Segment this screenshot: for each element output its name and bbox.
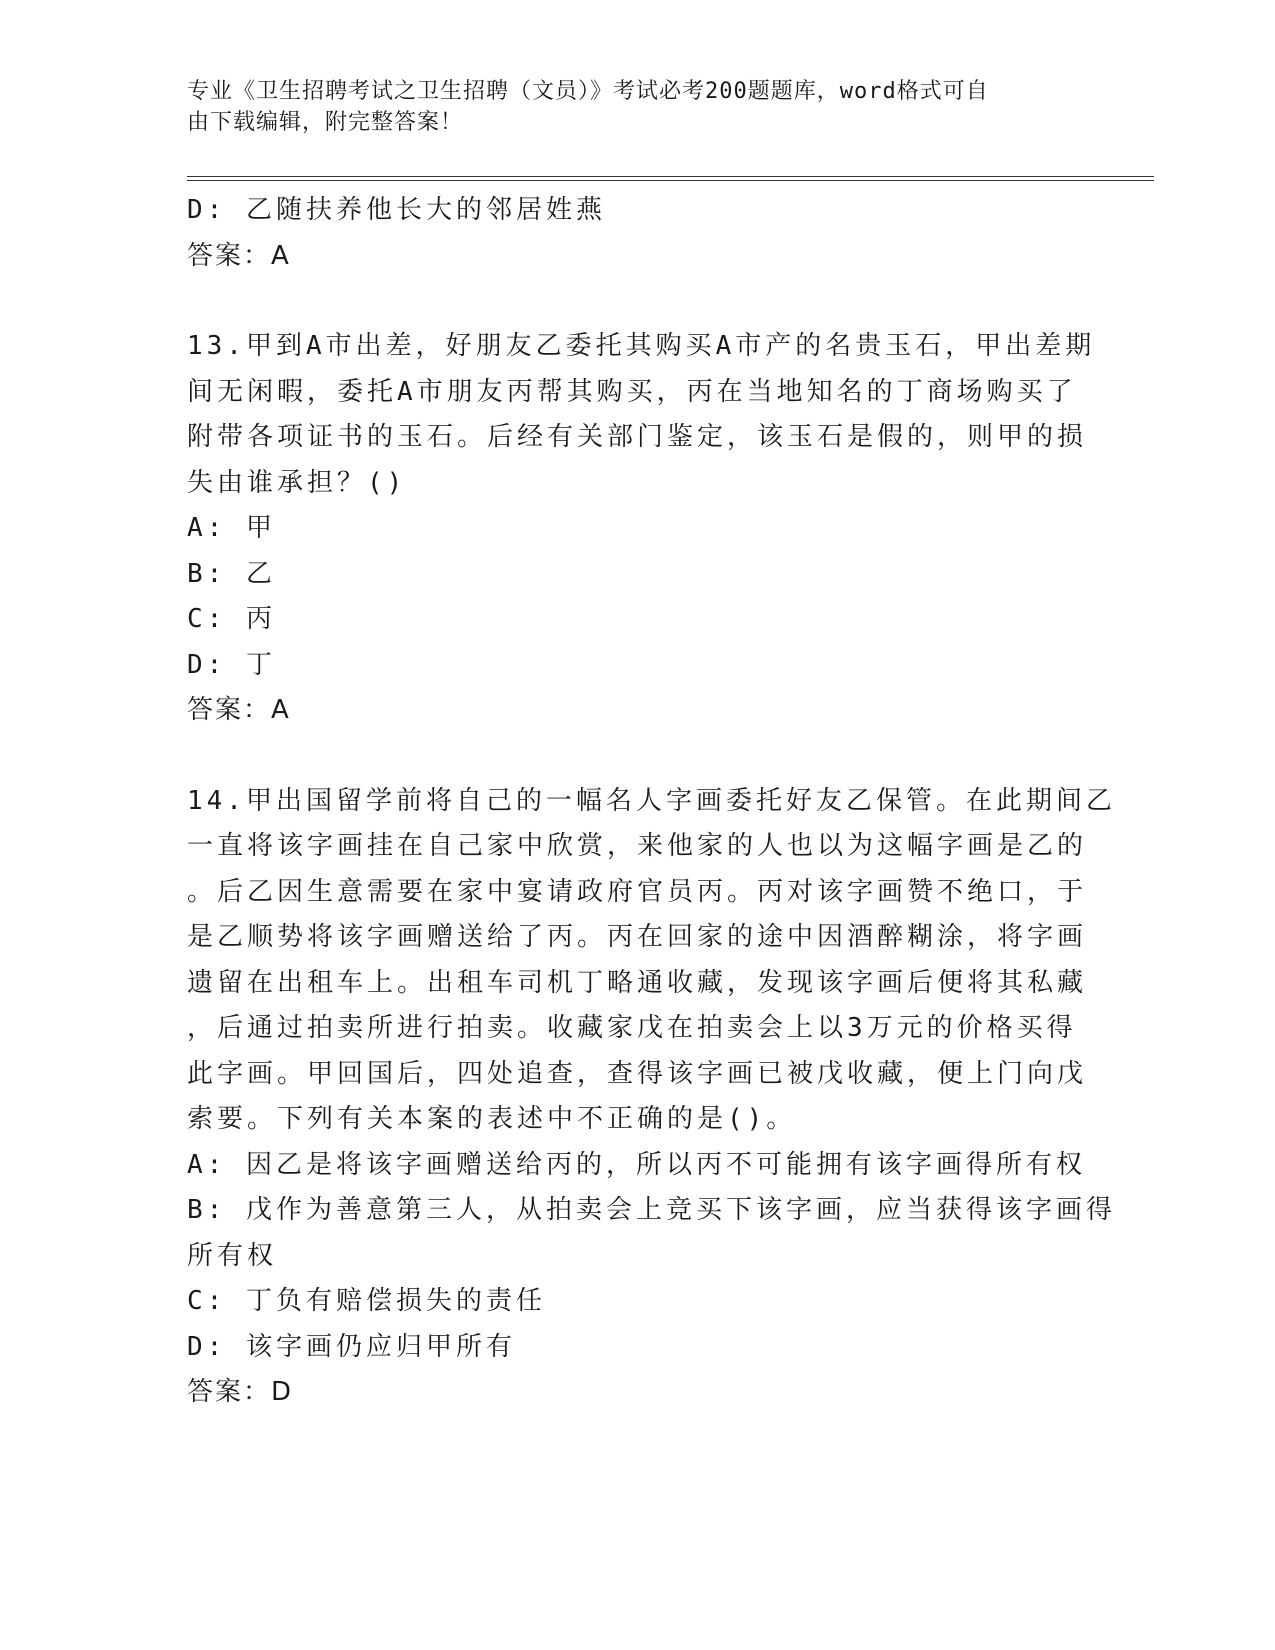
question-14 [187, 779, 1116, 1416]
option-b: B: 戊作为善意第三人，从拍卖会上竞买下该字画，应当获得该字画得 [187, 1195, 1116, 1225]
answer-line: 答案：A [187, 695, 291, 725]
question-text-line: 遗留在出租车上。出租车司机丁略通收藏，发现该字画后便将其私藏 [187, 967, 1088, 998]
option-c: C: 丙 [187, 604, 276, 634]
option-b: B: 乙 [187, 558, 276, 589]
question-text-line: 14.甲出国留学前将自己的一幅名人字画委托好友乙保管。在此期间乙 [187, 785, 1116, 816]
question-text-line: 间无闲暇，委托A市朋友丙帮其购买，丙在当地知名的丁商场购买了 [187, 376, 1077, 407]
header-line-1: 专业《卫生招聘考试之卫生招聘（文员）》考试必考200题题库，word格式可自 [187, 79, 989, 104]
option-b-continuation: 所有权 [187, 1240, 278, 1271]
question-text-line: 附带各项证书的玉石。后经有关部门鉴定，该玉石是假的，则甲的损 [187, 422, 1088, 452]
question-13 [187, 324, 1096, 734]
question-text-line: 索要。下列有关本案的表述中不正确的是()。 [187, 1104, 797, 1134]
question-text-line: 是乙顺势将该字画赠送给了丙。丙在回家的途中因酒醉糊涂，将字画 [187, 922, 1088, 952]
header-divider [187, 176, 1154, 181]
question-text-line: 。后乙因生意需要在家中宴请政府官员丙。丙对该字画赞不绝口，于 [187, 876, 1088, 907]
answer-line: 答案：A [187, 240, 291, 271]
answer-line: 答案：D [187, 1377, 294, 1407]
option-c: C: 丁负有赔偿损失的责任 [187, 1286, 546, 1316]
option-a: A: 甲 [187, 513, 276, 543]
question-text-line: 一直将该字画挂在自己家中欣赏，来他家的人也以为这幅字画是乙的 [187, 831, 1088, 861]
document-body [187, 188, 1116, 1416]
document-header [187, 76, 1067, 138]
question-text-line: 失由谁承担？() [187, 467, 407, 498]
question-text-line: 此字画。甲回国后，四处追查，查得该字画已被戊收藏，便上门向戊 [187, 1058, 1088, 1089]
option-d: D: 丁 [187, 649, 276, 680]
option-d: D: 该字画仍应归甲所有 [187, 1331, 516, 1362]
question-text-line: ，后通过拍卖所进行拍卖。收藏家戊在拍卖会上以3万元的价格买得 [187, 1013, 1077, 1043]
spacer [187, 279, 1087, 324]
spacer [187, 734, 1087, 779]
question-text-line: 13.甲到A市出差，好朋友乙委托其购买A市产的名贵玉石，甲出差期 [187, 331, 1096, 361]
previous-question-tail [187, 188, 1087, 279]
header-line-2: 由下载编辑，附完整答案！ [187, 110, 464, 135]
option-d: D: 乙随扶养他长大的邻居姓燕 [187, 195, 606, 225]
option-a: A: 因乙是将该字画赠送给丙的，所以丙不可能拥有该字画得所有权 [187, 1149, 1086, 1180]
